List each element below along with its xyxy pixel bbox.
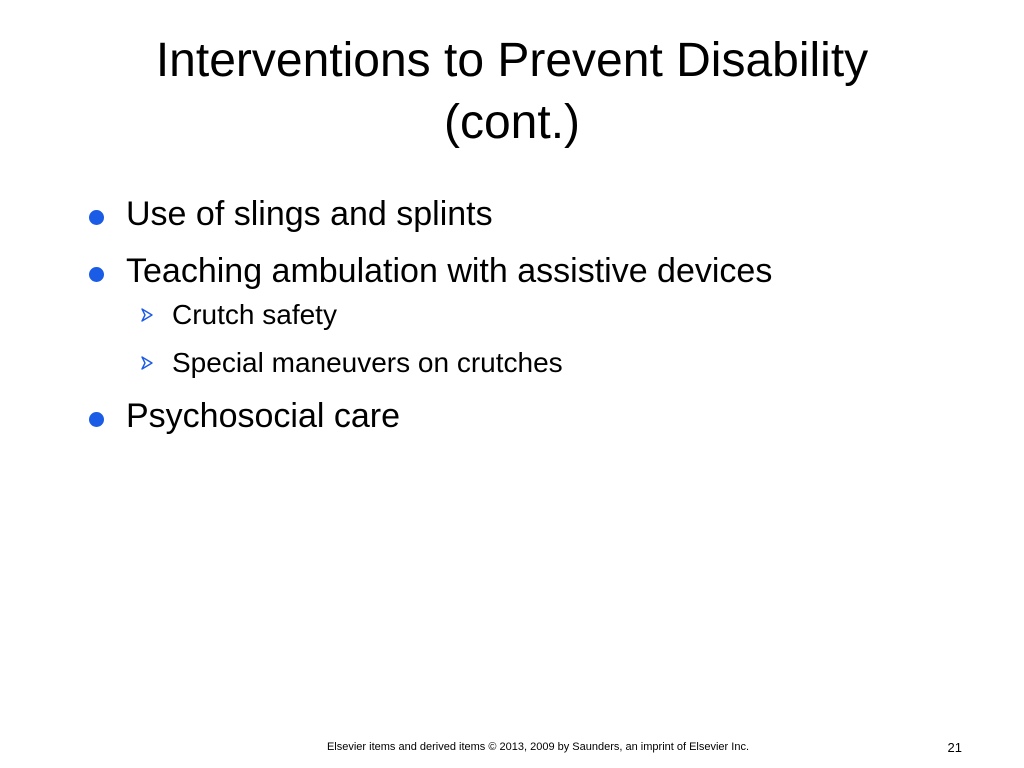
bullet-text: Teaching ambulation with assistive devices (126, 252, 773, 290)
bullet-item-psychosocial (84, 394, 984, 438)
circle-bullet-icon (89, 267, 104, 282)
slide-title-line-2: (cont.) (443, 96, 581, 149)
slide-title-line-1: Interventions to Prevent Disability (155, 34, 869, 87)
circle-bullet-icon (89, 412, 104, 427)
bullet-text: Psychosocial care (126, 397, 401, 435)
sub-bullet-text: Crutch safety (172, 299, 337, 330)
arrowhead-bullet-icon (140, 308, 154, 322)
bullet-item-ambulation (84, 249, 984, 381)
sub-bullet-item-maneuvers (126, 345, 984, 381)
bullet-list (84, 192, 984, 451)
circle-bullet-icon (89, 210, 104, 225)
page-number: 21 (947, 740, 962, 755)
footer-copyright: Elsevier items and derived items © 2013, 2009 by Saunders, an imprint of Elsevier Inc. (326, 741, 750, 753)
sub-bullet-text: Special maneuvers on crutches (172, 347, 563, 378)
sub-bullet-item-crutch-safety (126, 297, 984, 333)
slide-title (40, 30, 984, 154)
bullet-item-slings (84, 192, 984, 236)
arrowhead-bullet-icon (140, 356, 154, 370)
sub-bullet-list (126, 297, 984, 381)
bullet-text: Use of slings and splints (126, 195, 493, 233)
